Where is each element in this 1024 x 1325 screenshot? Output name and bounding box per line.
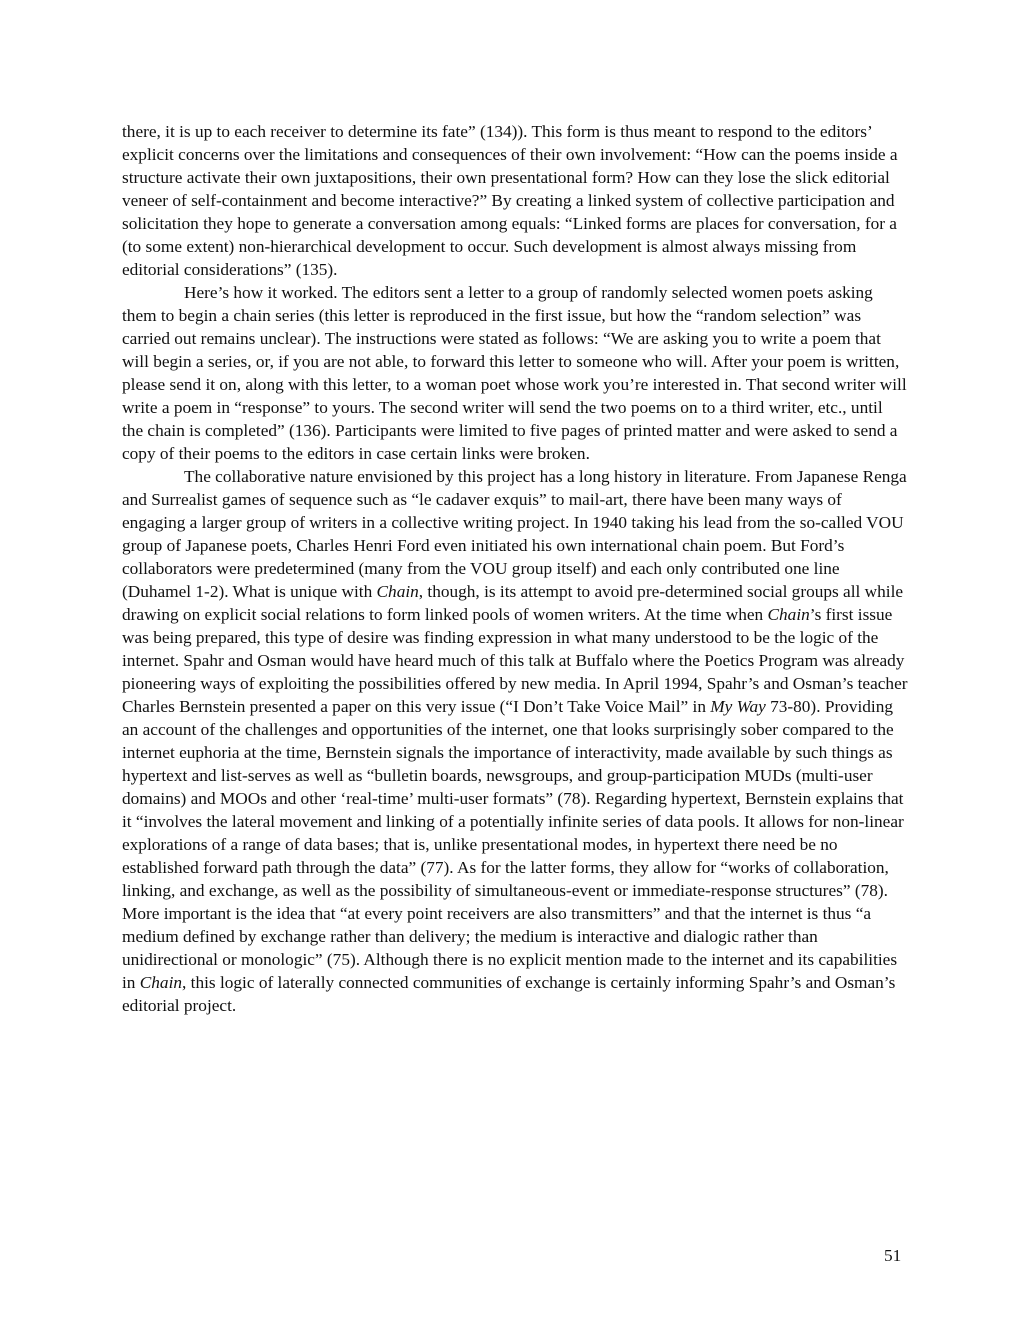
italic-title: Chain: [376, 582, 419, 601]
paragraph: [122, 465, 908, 1017]
page-body: [122, 120, 908, 1017]
italic-title: Chain: [139, 973, 183, 992]
text-run: The collaborative nature envisioned by this project has a long history in literature. From Japanese Renga and Surrealist games of sequence such as “le cadaver exquis” to mail-art, there have been many ways of engaging a larger group of writers in a collective writing project. In 1940 taking his lead from the so-called VOU group of Japanese poets, Charles Henri Ford even initiated his own international chain poem. But Ford’s collaborators were predetermined (many from the VOU group itself) and each only contributed one line (Duhamel 1-2). What is unique with: [122, 467, 907, 601]
text-run: , this logic of laterally connected communities of exchange is certainly informing Spahr’s and Osman’s editorial project.: [122, 973, 896, 1015]
text-run: ’s first issue was being prepared, this type of desire was finding expression in what many understood to be the logic of the internet. Spahr and Osman would have heard much of this talk at Buffalo where the Poetics Program was already pioneering ways of exploiting the possibilities offered by new media. In April 1994, Spahr’s and Osman’s teacher Charles Bernstein presented a paper on this very issue (“I Don’t Take Voice Mail” in: [122, 605, 908, 716]
page-number: 51: [884, 1246, 902, 1265]
text-run: there, it is up to each receiver to determine its fate” (134)). This form is thus meant to respond to the editors’ explicit concerns over the limitations and consequences of their own involvement: “How can the poems inside a structure activate their own juxtapositions, their own presentational form? How can they lose the slick editorial veneer of self-containment and become interactive?” By creating a linked system of collective participation and solicitation they hope to generate a conversation among equals: “Linked forms are places for conversation, for a (to some extent) non-hierarchical development to occur. Such development is almost always missing from editorial considerations” (135).: [122, 122, 898, 279]
text-run: Here’s how it worked. The editors sent a letter to a group of randomly selected women poets asking them to begin a chain series (this letter is reproduced in the first issue, but how the “random selection” was carried out remains unclear). The instructions were stated as follows: “We are asking you to write a poem that will begin a series, or, if you are not able, to forward this letter to someone who will. After your poem is written, please send it on, along with this letter, to a woman poet whose work you’re interested in. That second writer will write a poem in “response” to yours. The second writer will send the two poems on to a third writer, etc., until the chain is completed” (136). Participants were limited to five pages of printed matter and were asked to send a copy of their poems to the editors in case certain links were broken.: [122, 283, 907, 463]
paragraph: [122, 281, 908, 465]
text-run: , though, is its attempt to avoid pre-determined social groups all while drawing on explicit social relations to form linked pools of women writers. At the time when: [122, 582, 904, 624]
paragraph: [122, 120, 908, 281]
italic-title: Chain: [767, 605, 810, 624]
text-run: 73-80). Providing an account of the challenges and opportunities of the internet, one that looks surprisingly sober compared to the internet euphoria at the time, Bernstein signals the importance of interactivity, made available by such things as hypertext and list-serves as well as “bulletin boards, newsgroups, and group-participation MUDs (multi-user domains) and MOOs and other ‘real-time’ multi-user formats” (78). Regarding hypertext, Bernstein explains that it “involves the lateral movement and linking of a potentially infinite series of data pools. It allows for non-linear explorations of a range of data bases; that is, unlike presentational modes, in hypertext there need be no established forward path through the data” (77). As for the latter forms, they allow for “works of collaboration, linking, and exchange, as well as the possibility of simultaneous-event or immediate-response structures” (78). More important is the idea that “at every point receivers are also transmitters” and that the internet is thus “a medium defined by exchange rather than delivery; the medium is interactive and dialogic rather than unidirectional or monologic” (75). Although there is no explicit mention made to the internet and its capabilities in: [122, 697, 904, 992]
italic-title: My Way: [710, 697, 766, 716]
